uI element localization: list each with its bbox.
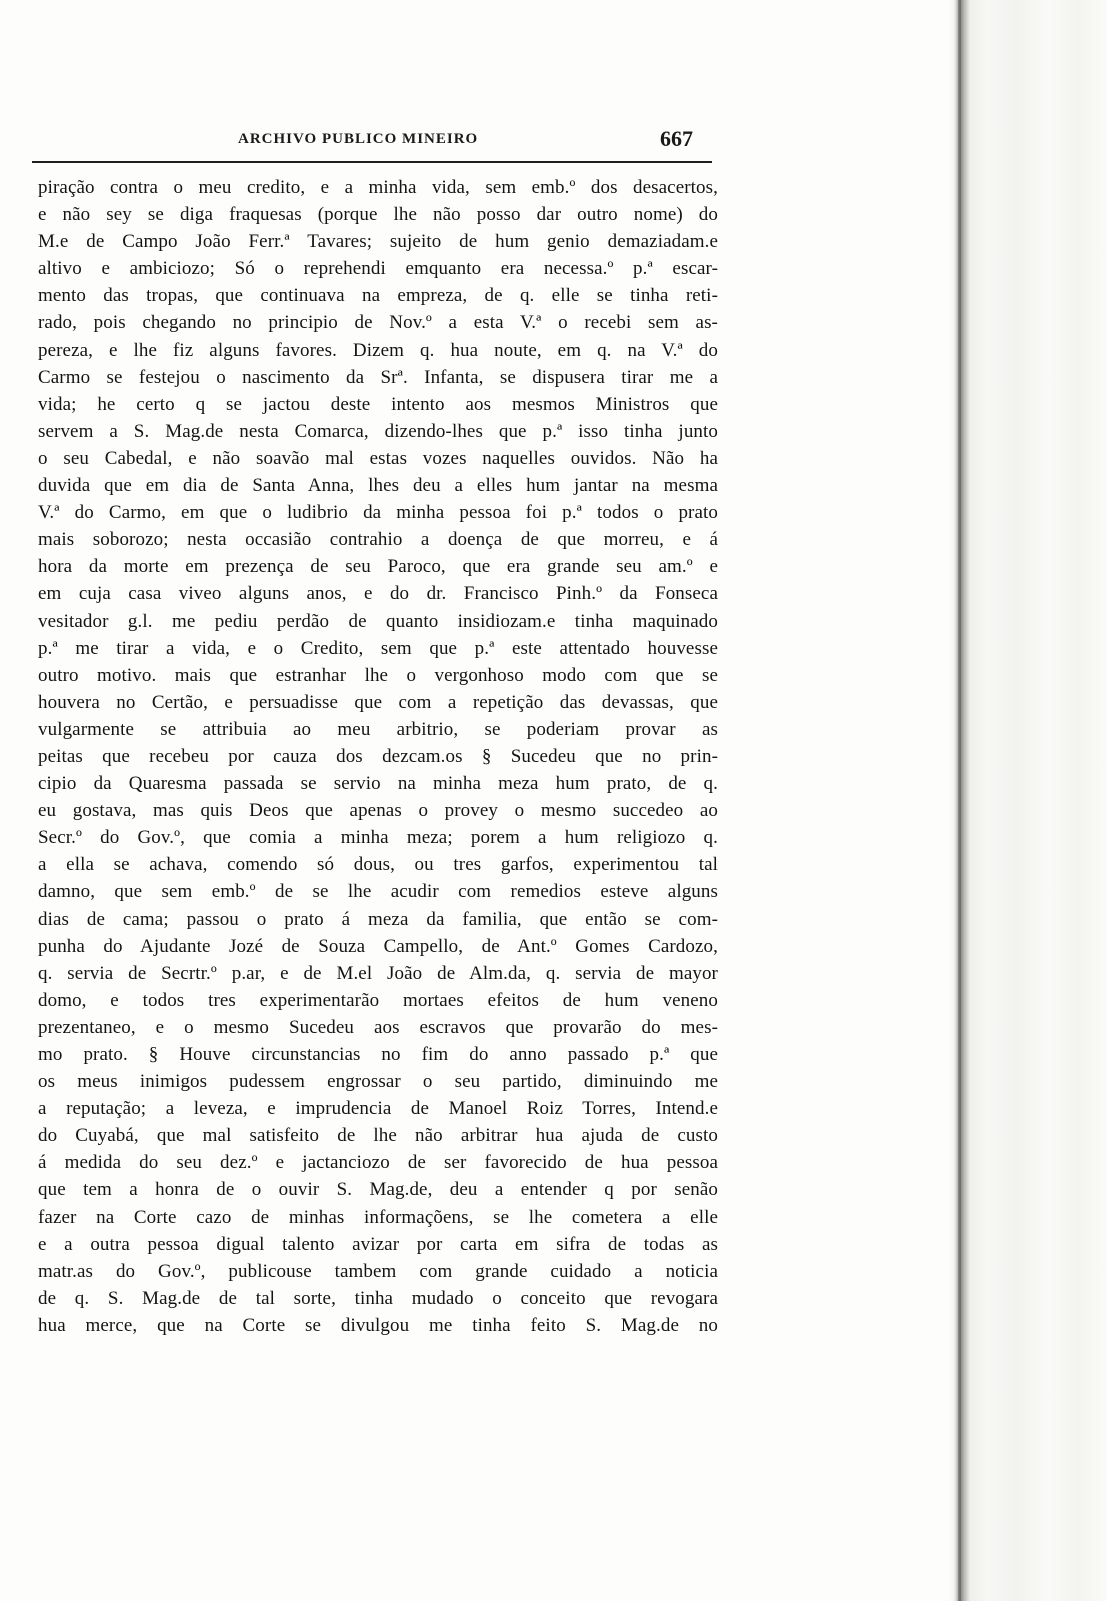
text-line: p.ª me tirar a vida, e o Credito, sem que p.ª este attentado houvesse: [38, 637, 718, 659]
text-line: M.e de Campo João Ferr.ª Tavares; sujeito de hum genio demaziadam.e: [38, 231, 718, 253]
text-line: a reputação; a leveza, e imprudencia de Manoel Roiz Torres, Intend.e: [38, 1098, 718, 1120]
text-line: do Cuyabá, que mal satisfeito de lhe não arbitrar hua ajuda de custo: [38, 1125, 718, 1147]
text-line: e não sey se diga fraquesas (porque lhe não posso dar outro nome) do: [38, 204, 718, 226]
text-line: em cuja casa viveo alguns anos, e do dr. Francisco Pinh.º da Fonseca: [38, 583, 718, 605]
text-line: punha do Ajudante Jozé de Souza Campello, de Ant.º Gomes Cardozo,: [38, 935, 718, 957]
running-head: ARCHIVO PUBLICO MINEIRO: [238, 131, 479, 147]
text-line: matr.as do Gov.º, publicouse tambem com grande cuidado a noticia: [38, 1260, 718, 1282]
text-line: fazer na Corte cazo de minhas informaçõens, se lhe cometera a elle: [38, 1206, 718, 1228]
text-line: peitas que recebeu por cauza dos dezcam.os § Sucedeu que no prin-: [38, 745, 718, 767]
text-line: vesitador g.l. me pediu perdão de quanto insidiozam.e tinha maquinado: [38, 610, 718, 632]
text-line: piração contra o meu credito, e a minha vida, sem emb.º dos desacertos,: [38, 177, 718, 198]
text-line: e a outra pessoa digual talento avizar por carta em sifra de todas as: [38, 1233, 718, 1255]
text-line: mo prato. § Houve circunstancias no fim do anno passado p.ª que: [38, 1044, 718, 1065]
text-line: prezentaneo, e o mesmo Sucedeu aos escravos que provarão do mes-: [38, 1016, 718, 1038]
text-line: o seu Cabedal, e não soavão mal estas vozes naquelles ouvidos. Não ha: [38, 447, 718, 469]
text-line: os meus inimigos pudessem engrossar o seu partido, diminuindo me: [38, 1071, 718, 1093]
text-line: pereza, e lhe fiz alguns favores. Dizem q. hua noute, em q. na V.ª do: [38, 339, 718, 361]
text-line: houvera no Certão, e persuadisse que com a repetição das devassas, que: [38, 691, 718, 713]
text-line: outro motivo. mais que estranhar lhe o vergonhoso modo com que se: [38, 664, 718, 686]
text-line: vida; he certo q se jactou deste intento aos mesmos Ministros que: [38, 393, 718, 415]
text-line: de q. S. Mag.de de tal sorte, tinha mudado o conceito que revogara: [38, 1287, 718, 1309]
text-line: a ella se achava, comendo só dous, ou tres garfos, experimentou tal: [38, 854, 718, 876]
text-line: eu gostava, mas quis Deos que apenas o provey o mesmo succedeo ao: [38, 800, 718, 822]
text-line: dias de cama; passou o prato á meza da familia, que então se com-: [38, 908, 718, 930]
text-line: Secr.º do Gov.º, que comia a minha meza; porem a hum religiozo q.: [38, 827, 718, 849]
text-line: vulgarmente se attribuia ao meu arbitrio, se poderiam provar as: [38, 718, 718, 740]
header-rule: [32, 161, 712, 163]
text-line: hora da morte em prezença de seu Paroco, que era grande seu am.º e: [38, 556, 718, 578]
page-number: 667: [660, 126, 693, 151]
text-line: V.ª do Carmo, em que o ludibrio da minha pessoa foi p.ª todos o prato: [38, 502, 718, 524]
text-line: servem a S. Mag.de nesta Comarca, dizendo-lhes que p.ª isso tinha junto: [38, 420, 718, 442]
book-binding-edge: [948, 0, 1107, 1601]
body-text: [38, 174, 718, 1339]
text-line: cipio da Quaresma passada se servio na minha meza hum prato, de q.: [38, 773, 718, 795]
text-line: domo, e todos tres experimentarão mortaes efeitos de hum veneno: [38, 989, 718, 1011]
text-line: Carmo se festejou o nascimento da Srª. Infanta, se dispusera tirar me a: [38, 366, 718, 388]
text-line: duvida que em dia de Santa Anna, lhes deu a elles hum jantar na mesma: [38, 475, 718, 497]
text-line: que tem a honra de o ouvir S. Mag.de, deu a entender q por senão: [38, 1179, 718, 1201]
text-line: hua merce, que na Corte se divulgou me tinha feito S. Mag.de no: [38, 1314, 718, 1336]
text-line: á medida do seu dez.º e jactanciozo de ser favorecido de hua pessoa: [38, 1152, 718, 1174]
text-line: q. servia de Secrtr.º p.ar, e de M.el João de Alm.da, q. servia de mayor: [38, 962, 718, 984]
text-line: damno, que sem emb.º de se lhe acudir com remedios esteve alguns: [38, 881, 718, 903]
text-line: altivo e ambiciozo; Só o reprehendi emquanto era necessa.º p.ª escar-: [38, 258, 718, 280]
text-line: mais soborozo; nesta occasião contrahio a doença de que morreu, e á: [38, 529, 718, 551]
text-line: rado, pois chegando no principio de Nov.º a esta V.ª o recebi sem as-: [38, 312, 718, 334]
text-line: mento das tropas, que continuava na empreza, de q. elle se tinha reti-: [38, 285, 718, 307]
